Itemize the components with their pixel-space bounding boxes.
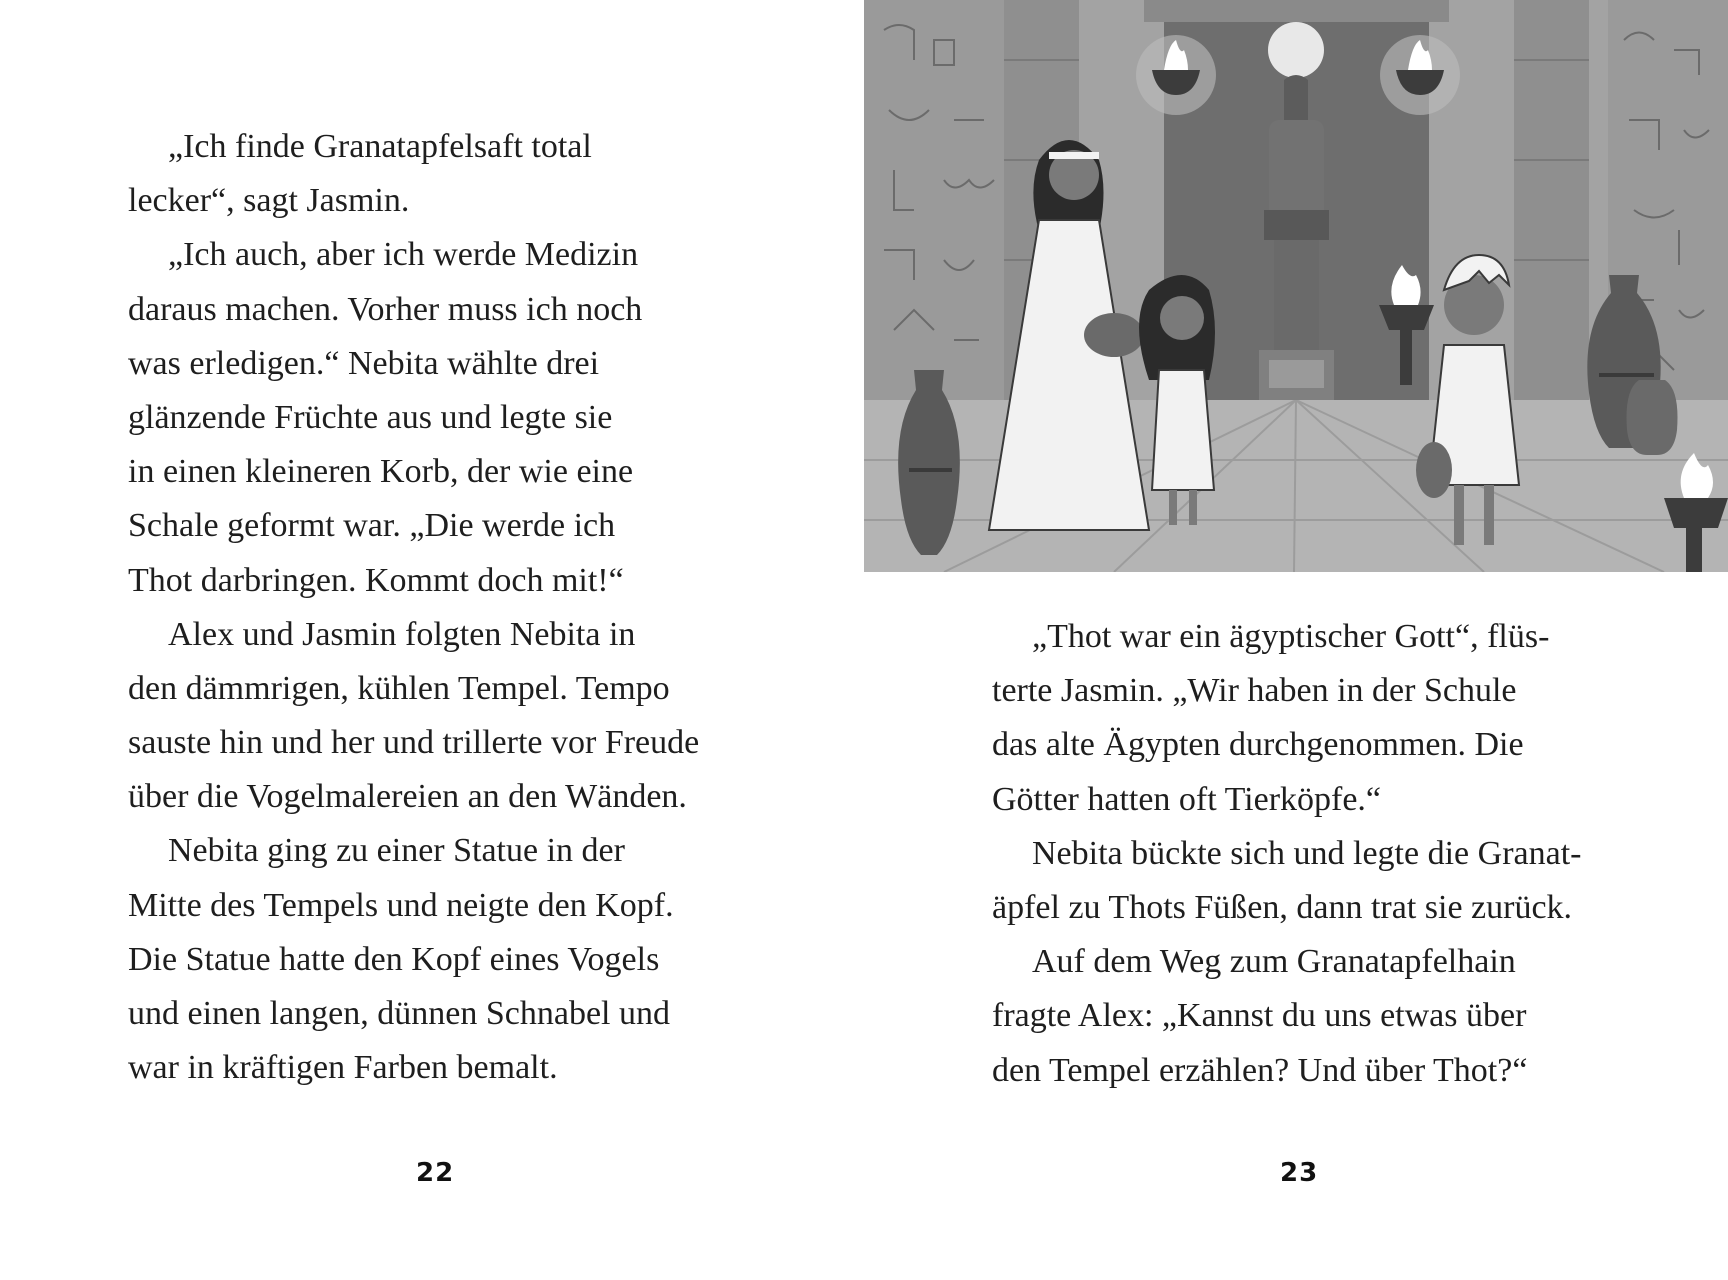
text-line: glänzende Früchte aus und legte sie xyxy=(128,398,613,436)
text-line: Mitte des Tempels und neigte den Kopf. xyxy=(128,886,674,924)
text-line: den Tempel erzählen? Und über Thot?“ xyxy=(992,1051,1528,1089)
text-line: den dämmrigen, kühlen Tempel. Tempo xyxy=(128,669,670,707)
text-line: Alex und Jasmin folgten Nebita in xyxy=(168,615,636,653)
text-line: „Thot war ein ägyptischer Gott“, flüs- xyxy=(1032,618,1550,655)
right-page-number: 23 xyxy=(1280,1158,1319,1188)
left-page-text xyxy=(128,120,748,1095)
text-line: in einen kleineren Korb, der wie eine xyxy=(128,453,634,491)
text-line: und einen langen, dünnen Schnabel und xyxy=(128,995,670,1032)
text-line: lecker“, sagt Jasmin. xyxy=(128,182,410,220)
text-line: Nebita ging zu einer Statue in der xyxy=(168,832,625,870)
text-line: war in kräftigen Farben bemalt. xyxy=(128,1049,558,1087)
text-line: Götter hatten oft Tierköpfe.“ xyxy=(992,780,1382,818)
text-line: Schale geformt war. „Die werde ich xyxy=(128,507,616,545)
text-line: was erledigen.“ Nebita wählte drei xyxy=(128,344,600,382)
left-page-number: 22 xyxy=(416,1158,455,1188)
text-line: äpfel zu Thots Füßen, dann trat sie zurück. xyxy=(992,888,1573,926)
text-line: sauste hin und her und trillerte vor Freude xyxy=(128,724,700,762)
text-line: Thot darbringen. Kommt doch mit!“ xyxy=(128,561,624,599)
text-line: „Ich auch, aber ich werde Medizin xyxy=(168,236,639,274)
text-line: Auf dem Weg zum Granatapfelhain xyxy=(1032,943,1516,981)
text-line: das alte Ägypten durchgenommen. Die xyxy=(992,726,1524,764)
text-line: „Ich finde Granatapfelsaft total xyxy=(168,128,592,165)
text-line: Die Statue hatte den Kopf eines Vogels xyxy=(128,940,660,978)
text-line: über die Vogelmalereien an den Wänden. xyxy=(128,778,687,816)
text-line: daraus machen. Vorher muss ich noch xyxy=(128,290,643,328)
text-line: terte Jasmin. „Wir haben in der Schule xyxy=(992,672,1517,710)
right-page xyxy=(864,0,1728,1280)
text-line: Nebita bückte sich und legte die Granat- xyxy=(1032,834,1582,872)
right-page-text xyxy=(992,610,1612,1098)
text-line: fragte Alex: „Kannst du uns etwas über xyxy=(992,997,1527,1035)
